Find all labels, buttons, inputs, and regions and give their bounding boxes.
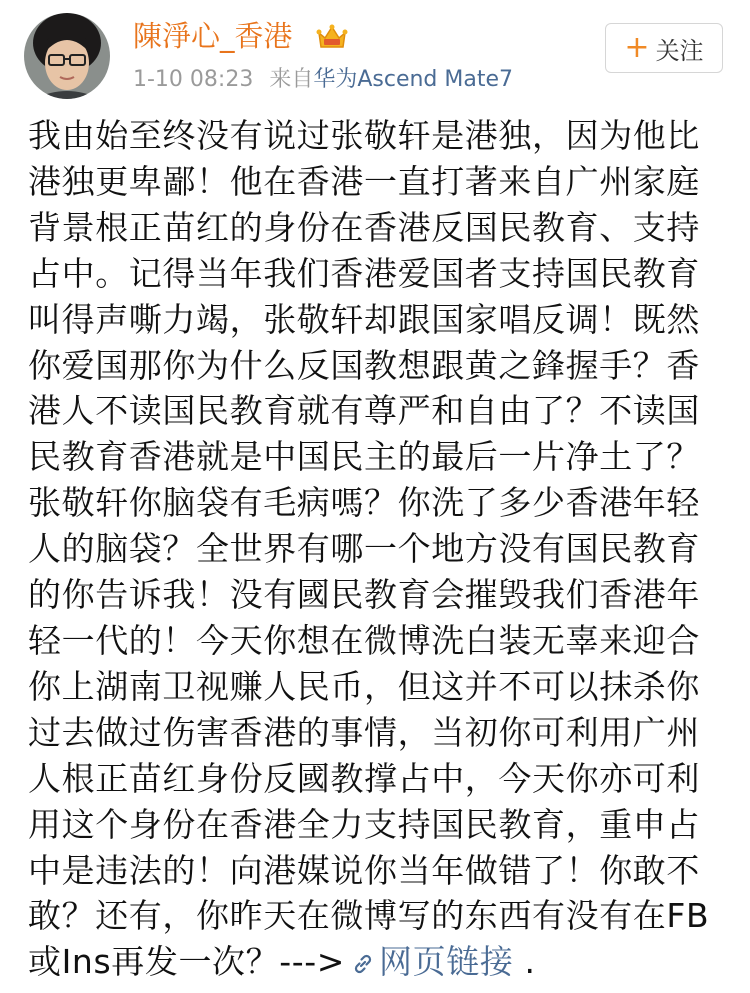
post-text-line: 张敬轩你脑袋有毛病嗎？你洗了多少香港年轻 [28,483,700,523]
post-time: 1-10 08:23 [133,67,254,92]
post-text-line: 背景根正苗红的身份在香港反国民教育、支持 [28,207,700,247]
post-text-line: 或Ins再发一次？---> [28,942,346,982]
crown-vip-icon [316,23,348,51]
post-text-line: 占中。记得当年我们香港爱国者支持国民教育 [28,253,700,293]
post-text-line: 的你告诉我！没有國民教育会摧毁我们香港年 [28,575,700,615]
avatar-image [24,13,110,99]
post-content [28,113,728,988]
post-text-line: 你爱国那你为什么反国教想跟黄之鋒握手？香 [28,345,700,385]
follow-label: 关注 [655,36,704,65]
post-text-line: 过去做过伤害香港的事情，当初你可利用广州 [28,712,700,752]
link-chain-icon [351,942,375,988]
web-link[interactable]: 网页链接 [379,942,514,982]
trailing-dot: . [524,942,536,982]
post-text-line: 叫得声嘶力竭，张敬轩却跟国家唱反调！既然 [28,299,700,339]
post-text-last-line [28,939,728,988]
follow-button[interactable] [605,23,723,73]
post-text-line: 人的脑袋？全世界有哪一个地方没有国民教育 [28,529,700,569]
plus-icon: + [624,30,650,65]
post-text-line: 人根正苗红身份反國教撑占中，今天你亦可利 [28,758,700,798]
post-text-line: 港人不读国民教育就有尊严和自由了？不读国 [28,391,700,431]
post-text-line: 敢？还有，你昨天在微博写的东西有没有在FB [28,896,710,936]
source-device-link[interactable]: 华为Ascend Mate7 [313,67,514,92]
username[interactable]: 陳淨心_香港 [133,19,293,53]
post-text-line: 你上湖南卫视赚人民币，但这并不可以抹杀你 [28,666,700,706]
post-text-line: 我由始至终没有说过张敬轩是港独，因为他比 [28,116,700,155]
post-meta [133,65,513,95]
post-text-line: 港独更卑鄙！他在香港一直打著来自广州家庭 [28,161,700,201]
post-text-line: 中是违法的！向港媒说你当年做错了！你敢不 [28,850,700,890]
source-label: 来自 [269,67,314,92]
post-text-line: 用这个身份在香港全力支持国民教育，重申占 [28,804,700,844]
post-text-line: 民教育香港就是中国民主的最后一片净土了？ [28,437,700,477]
post-text-line: 轻一代的！今天你想在微博洗白装无辜来迎合 [28,620,700,660]
avatar[interactable] [24,13,110,99]
